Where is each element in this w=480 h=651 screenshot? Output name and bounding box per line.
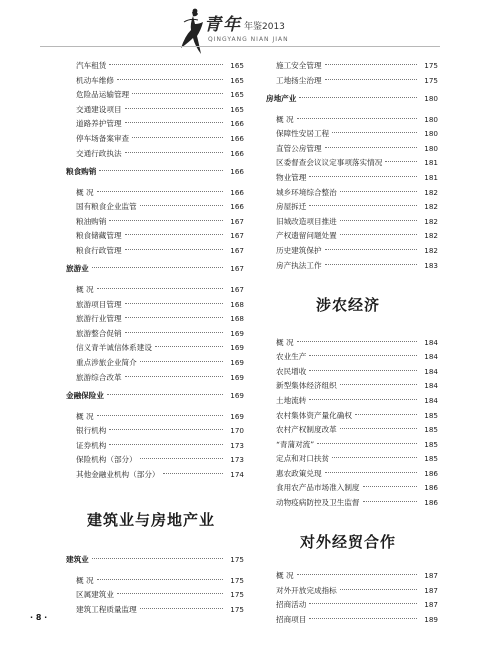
toc-group <box>258 570 438 626</box>
toc-entry[interactable]: 新型集体经济组织 184 <box>276 381 438 391</box>
dot-leader <box>92 558 223 559</box>
toc-group <box>258 60 438 87</box>
logo-subtitle: 年鉴2013 <box>244 22 285 32</box>
dot-leader <box>125 249 223 250</box>
toc-section-grain[interactable]: 粮食购销 166 <box>66 166 244 176</box>
toc-entry[interactable]: 惠农政策兑现 186 <box>276 468 438 478</box>
dot-leader <box>125 332 223 333</box>
logo-title: 青年 <box>204 15 242 35</box>
dot-leader <box>109 64 223 65</box>
dot-leader <box>309 370 417 371</box>
toc-left-column <box>58 60 244 619</box>
toc-entry[interactable]: 证券机构 173 <box>76 440 244 450</box>
toc-entry[interactable]: 建筑工程质量监理 175 <box>76 605 244 615</box>
dot-leader <box>363 501 417 502</box>
chapter-heading-agriculture: 涉农经济 <box>315 295 380 314</box>
toc-entry[interactable]: 概 况 175 <box>76 575 244 585</box>
toc-section-finance[interactable]: 金融保险业 169 <box>66 390 244 400</box>
dot-leader <box>325 249 417 250</box>
dot-leader <box>97 415 223 416</box>
toc-entry[interactable]: 物业管理 181 <box>276 172 438 182</box>
toc-entry[interactable]: 重点涉旅企业简介 169 <box>76 357 244 367</box>
dot-leader <box>140 205 223 206</box>
dot-leader <box>132 137 223 138</box>
dot-leader <box>385 161 417 162</box>
dot-leader <box>125 303 223 304</box>
dot-leader <box>297 341 417 342</box>
dot-leader <box>125 152 223 153</box>
dot-leader <box>340 220 417 221</box>
toc-entry[interactable]: 旅游综合改革 169 <box>76 372 244 382</box>
toc-entry[interactable]: 道路养护管理 166 <box>76 119 244 129</box>
toc-entry[interactable]: 概 况 187 <box>276 571 438 581</box>
toc-group <box>258 337 438 510</box>
dot-leader <box>325 79 417 80</box>
dot-leader <box>309 603 417 604</box>
toc-entry[interactable]: 概 况 169 <box>76 411 244 421</box>
toc-entry[interactable]: 停车场备案审查 166 <box>76 133 244 143</box>
toc-entry[interactable]: 粮油购销 167 <box>76 216 244 226</box>
toc-group <box>58 411 244 481</box>
toc-entry[interactable]: 招商活动 187 <box>276 600 438 610</box>
dot-leader <box>340 589 417 590</box>
toc-entry[interactable]: 区委督查会议议定事项落实情况 181 <box>276 158 438 168</box>
page-number: · 8 · <box>30 613 48 622</box>
dot-leader <box>109 220 223 221</box>
dot-leader <box>140 458 223 459</box>
dot-leader <box>309 399 417 400</box>
toc-entry[interactable]: 土地流转 184 <box>276 395 438 405</box>
toc-entry[interactable]: 粮食行政管理 167 <box>76 245 244 255</box>
dot-leader <box>340 234 417 235</box>
dot-leader <box>155 346 223 347</box>
dot-leader <box>117 593 223 594</box>
toc-entry[interactable]: 工地扬尘治理 175 <box>276 75 438 85</box>
toc-entry[interactable]: 旅游行业管理 168 <box>76 314 244 324</box>
toc-entry[interactable]: 旧城改造项目推进 182 <box>276 216 438 226</box>
dot-leader <box>99 170 223 171</box>
toc-entry[interactable]: 交通行政执法 166 <box>76 148 244 158</box>
toc-entry[interactable]: 房产执法工作 183 <box>276 260 438 270</box>
dot-leader <box>309 176 417 177</box>
dot-leader <box>125 108 223 109</box>
toc-entry[interactable]: 概 况 166 <box>76 187 244 197</box>
toc-entry[interactable]: 国有粮食企业监管 166 <box>76 202 244 212</box>
dot-leader <box>125 234 223 235</box>
dot-leader <box>332 132 417 133</box>
dot-leader <box>125 317 223 318</box>
dot-leader <box>125 376 223 377</box>
dot-leader <box>107 394 223 395</box>
toc-section-tourism[interactable]: 旅游业 167 <box>66 263 244 273</box>
toc-entry[interactable]: 保障性安居工程 180 <box>276 129 438 139</box>
toc-entry[interactable]: 施工安全管理 175 <box>276 61 438 70</box>
toc-entry[interactable]: 对外开放完成指标 187 <box>276 585 438 595</box>
toc-entry[interactable]: 农村产权制度改革 185 <box>276 425 438 435</box>
dot-leader <box>309 205 417 206</box>
dot-leader <box>97 191 223 192</box>
logo-pinyin: QINGYANG NIAN JIAN <box>208 36 289 43</box>
toc-entry[interactable]: 概 况 180 <box>276 114 438 124</box>
toc-entry[interactable]: 保险机构（部分） 173 <box>76 455 244 465</box>
dot-leader <box>332 457 417 458</box>
dot-leader <box>363 486 417 487</box>
toc-section-construction[interactable]: 建筑业 175 <box>66 554 244 564</box>
toc-entry[interactable]: 动物疫病防控及卫生监督 186 <box>276 498 438 508</box>
dot-leader <box>297 574 417 575</box>
dot-leader <box>340 428 417 429</box>
toc-entry[interactable]: 食用农产品市场准入制度 186 <box>276 483 438 493</box>
toc-entry[interactable]: 概 况 184 <box>276 337 438 347</box>
chapter-heading-trade: 对外经贸合作 <box>299 533 396 552</box>
dot-leader <box>140 608 223 609</box>
toc-entry[interactable]: 农村集体资产量化确权 185 <box>276 410 438 420</box>
dot-leader <box>325 147 417 148</box>
dot-leader <box>163 473 223 474</box>
toc-entry[interactable]: 概 况 167 <box>76 284 244 294</box>
dot-leader <box>317 443 417 444</box>
yearbook-logo <box>178 6 308 56</box>
dot-leader <box>125 122 223 123</box>
page-header <box>0 0 480 58</box>
toc-right-column <box>258 60 438 628</box>
toc-entry[interactable]: 汽车租赁 165 <box>76 61 244 70</box>
dot-leader <box>340 384 417 385</box>
toc-entry[interactable]: 农业生产 184 <box>276 352 438 362</box>
toc-entry[interactable]: 粮食储藏管理 167 <box>76 231 244 241</box>
toc-group <box>58 60 244 160</box>
toc-group <box>58 284 244 384</box>
dot-leader <box>340 191 417 192</box>
toc-entry[interactable]: 历史建筑保护 182 <box>276 245 438 255</box>
toc-group <box>58 187 244 257</box>
dot-leader <box>132 93 223 94</box>
toc-entry[interactable]: 机动车维修 165 <box>76 75 244 85</box>
toc-section-realestate[interactable]: 房地产业 180 <box>266 93 438 103</box>
dot-leader <box>325 472 417 473</box>
dot-leader <box>309 618 417 619</box>
toc-entry[interactable]: 旅游整合促销 169 <box>76 328 244 338</box>
toc-entry[interactable]: “青蒲对流” 185 <box>276 439 438 449</box>
dot-leader <box>92 267 223 268</box>
dot-leader <box>325 64 417 65</box>
toc-entry[interactable]: 直管公房管理 180 <box>276 143 438 153</box>
dot-leader <box>309 355 417 356</box>
toc-entry[interactable]: 定点和对口扶贫 185 <box>276 454 438 464</box>
toc-group <box>258 114 438 272</box>
toc-entry[interactable]: 危险品运输管理 165 <box>76 90 244 100</box>
dot-leader <box>355 414 417 415</box>
dot-leader <box>325 264 417 265</box>
toc-entry[interactable]: 房屋拆迁 182 <box>276 202 438 212</box>
toc-entry[interactable]: 交通建设项目 165 <box>76 104 244 114</box>
dot-leader <box>109 444 223 445</box>
toc-entry[interactable]: 区属建筑业 175 <box>76 590 244 600</box>
header-divider <box>40 46 440 47</box>
dot-leader <box>117 79 223 80</box>
dot-leader <box>109 429 223 430</box>
toc-entry[interactable]: 信义青羊诚信体系建设 169 <box>76 343 244 353</box>
toc-entry[interactable]: 银行机构 170 <box>76 426 244 436</box>
dot-leader <box>140 361 223 362</box>
toc-group <box>58 575 244 616</box>
dot-leader <box>299 97 417 98</box>
toc-entry[interactable]: 城乡环境综合整治 182 <box>276 187 438 197</box>
toc-entry[interactable]: 招商项目 189 <box>276 614 438 624</box>
dot-leader <box>297 118 417 119</box>
dot-leader <box>97 288 223 289</box>
toc-entry[interactable]: 产权遗留问题处置 182 <box>276 231 438 241</box>
toc-entry[interactable]: 其他金融业机构（部分） 174 <box>76 469 244 479</box>
toc-entry[interactable]: 旅游项目管理 168 <box>76 299 244 309</box>
toc-entry[interactable]: 农民增收 184 <box>276 366 438 376</box>
dot-leader <box>97 579 223 580</box>
chapter-heading-construction: 建筑业与房地产业 <box>86 510 215 529</box>
